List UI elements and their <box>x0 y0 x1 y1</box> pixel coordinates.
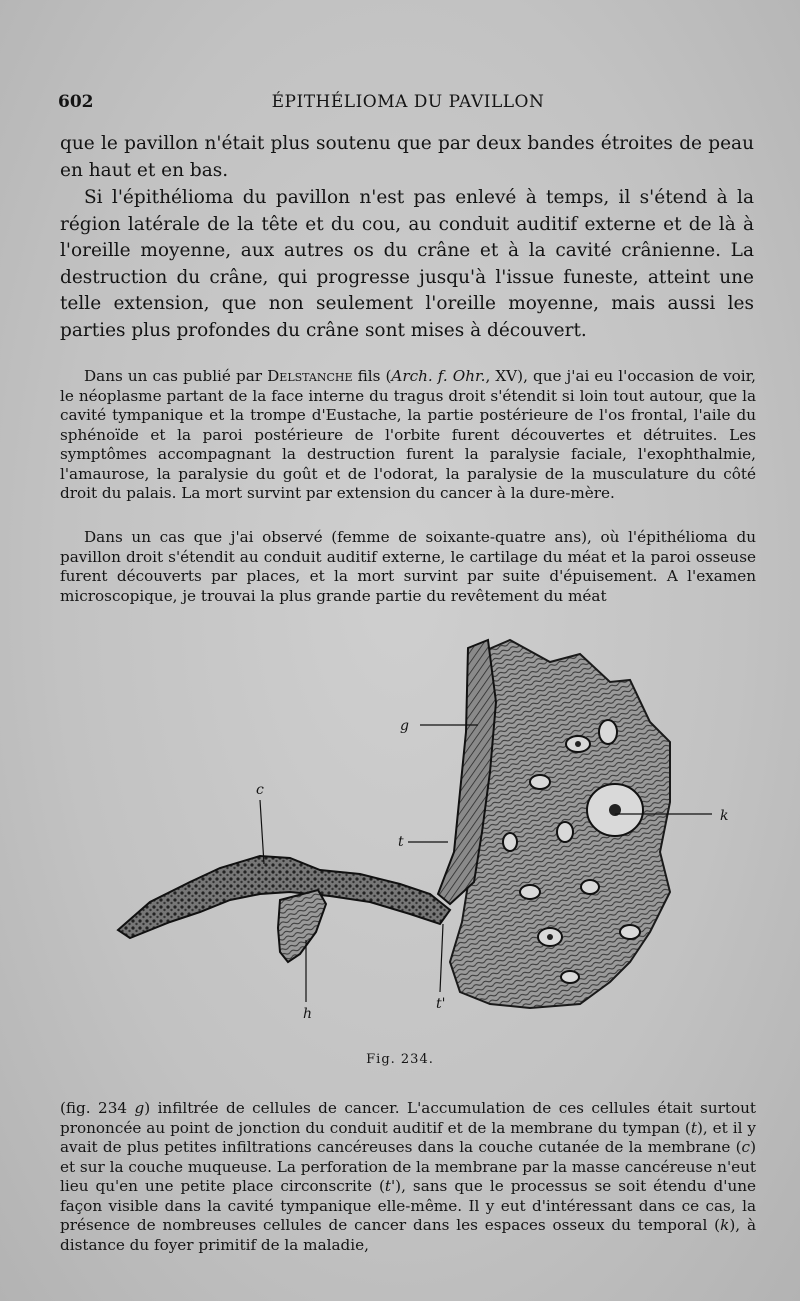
page-number: 602 <box>58 92 94 112</box>
journal-reference: Arch. f. Ohr. <box>391 367 486 385</box>
paragraph-continuation: que le pavillon n'était plus soutenu que par deux bandes étroites de peau en haut et en bas. <box>60 133 754 181</box>
running-title: ÉPITHÉLIOMA DU PAVILLON <box>271 92 545 112</box>
figure-caption: Fig. 234. <box>366 1052 434 1067</box>
label-t-prime: t' <box>436 996 446 1012</box>
histology-figure <box>110 632 750 1032</box>
tissue-section-illustration <box>110 632 750 1032</box>
label-h: h <box>303 1006 313 1022</box>
label-t: t <box>398 834 404 850</box>
paragraph-figure-description: (fig. 234 g) infiltrée de cellules de cancer. L'accumulation de ces cellules était surtout prononcée au point de jonction du conduit auditif et de la membrane du tympan (t), et il y avait de plus petites infiltrations cancéreuses dans la couche cutanée de la membrane (c) et sur la couche muqueuse. La perforation de la membrane par la masse cancéreuse n'eut lieu qu'en une petite place circonscrite (t'), sans que le processus se soit étendu d'une façon visible dans la cavité tympanique elle-même. Il y eut d'intéressant dans ce cas, la présence de nombreuses cellules de cancer dans les espaces osseux du temporal (k), à distance du foyer primitif de la maladie, <box>60 1099 757 1254</box>
paragraph-own-case: Dans un cas que j'ai observé (femme de soixante-quatre ans), où l'épithélioma du pavillon droit s'étendit au conduit auditif externe, le cartilage du méat et la paroi osseuse furent découverts par places, et la mort survint par suite d'épuisement. A l'examen microscopique, je trouvai la plus grande partie du revêtement du méat <box>60 528 756 605</box>
label-c: c <box>256 782 264 798</box>
membrane-lobe <box>278 890 326 962</box>
page-header <box>58 92 758 116</box>
paragraph-extension: Si l'épithélioma du pavillon n'est pas enlevé à temps, il s'étend à la région latérale de la tête et du cou, au conduit auditif externe et de là à l'oreille moyenne, aux autres os du crâne et à la cavité crânienne. La destruction du crâne, qui progresse jusqu'à l'issue funeste, atteint une telle extension, que non seulement l'oreille moyenne, mais aussi les parties plus profondes du crâne sont mises à découvert. <box>60 187 754 341</box>
paragraph-delstanche-case: Dans un cas publié par Delstanche fils (Arch. f. Ohr., XV), que j'ai eu l'occasion de voir, le néoplasme partant de la face interne du tragus droit s'étendit si loin tout autour, que la cavité tympanique et la trompe d'Eustache, la partie postérieure de l'os frontal, l'aile du sphénoïde et la paroi postérieure de l'orbite furent découvertes et détruites. Les symptômes accompagnant la destruction furent la paralysie faciale, l'exophthalmie, l'amaurose, la paralysie du goût et de l'odorat, la paralysie de la musculature du côté droit du palais. La mort survint par extension du cancer à la dure-mère. <box>60 367 756 502</box>
label-g: g <box>400 718 409 734</box>
label-k: k <box>720 808 729 824</box>
author-name: Delstanche <box>267 367 353 385</box>
